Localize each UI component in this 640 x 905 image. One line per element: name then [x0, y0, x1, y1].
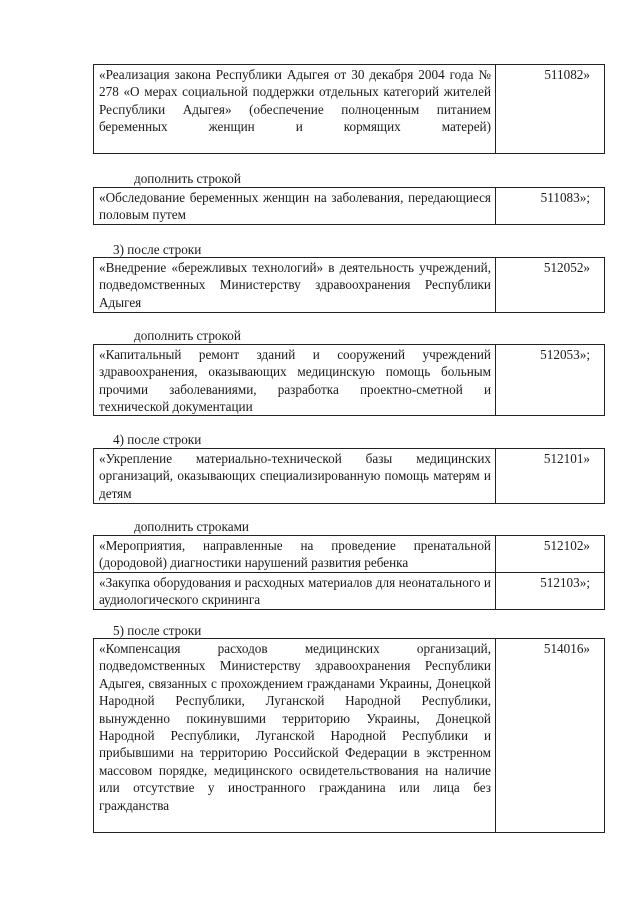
table-block-1 — [93, 64, 605, 154]
row-text: «Закупка оборудования и расходных материалов для неонатального и аудиологического скрининга — [94, 573, 496, 609]
row-code: 512103»; — [540, 575, 590, 590]
table-row — [93, 187, 605, 225]
row-code: 512053»; — [540, 347, 590, 362]
row-code: 511082» — [544, 67, 590, 82]
table-block-6 — [93, 535, 605, 610]
row-text: «Реализация закона Республики Адыгея от 30 декабря 2004 года № 278 «О мерах социальной поддержки отдельных категорий жителей Республики Адыгея» (обеспечение полноценным питанием беременных женщин и кормящих матерей) — [94, 65, 496, 153]
table-block-5 — [93, 448, 605, 504]
row-code: 514016» — [543, 641, 590, 656]
row-text: «Капитальный ремонт зданий и сооружений учреждений здравоохранения, оказывающих медицинскую помощь больным прочими заболеваниями, разработка проектно-сметной и технической документации — [94, 345, 496, 415]
instruction-label: дополнить строкой — [134, 171, 241, 186]
row-text: «Обследование беременных женщин на заболевания, передающиеся половым путем — [94, 188, 496, 224]
table-row — [93, 344, 605, 416]
instruction-label: 5) после строки — [113, 623, 202, 638]
row-code: 512052» — [543, 260, 590, 275]
table-block-4 — [93, 344, 605, 416]
row-text: «Компенсация расходов медицинских организаций, подведомственных Министерству здравоохранения Республики Адыгея, связанных с прохождением гражданами Украины, Донецкой Народной Республики, Луганской Народной Республики, вынужденно покинувшими территорию Украины, Донецкой Народной Республики, Луганской Народной Республики и прибывшими на территорию Российской Федерации в экстренном массовом порядке, медицинского освидетельствования на наличие или отсутствие у иностранного гражданина или лица без гражданства — [94, 639, 496, 832]
row-text: «Укрепление материально-технической базы медицинских организаций, оказывающих специализированную помощь матерям и детям — [94, 449, 496, 503]
instruction-label: 4) после строки — [113, 432, 202, 447]
row-code: 511083»; — [540, 190, 590, 205]
table-row — [93, 573, 605, 610]
table-block-7 — [93, 638, 605, 833]
table-row — [93, 638, 605, 833]
table-row — [93, 257, 605, 313]
instruction-label: дополнить строкой — [134, 328, 241, 343]
row-code: 512101» — [543, 451, 590, 466]
instruction-label: 3) после строки — [113, 242, 202, 257]
row-text: «Внедрение «бережливых технологий» в деятельность учреждений, подведомственных Министерству здравоохранения Республики Адыгея — [94, 258, 496, 312]
instruction-label: дополнить строками — [134, 519, 249, 534]
table-row — [93, 535, 605, 573]
table-block-3 — [93, 257, 605, 313]
table-row — [93, 448, 605, 504]
table-block-2 — [93, 187, 605, 225]
row-text: «Мероприятия, направленные на проведение пренатальной (дородовой) диагностики нарушений развития ребенка — [94, 536, 496, 572]
row-code: 512102» — [543, 538, 590, 553]
table-row — [93, 64, 605, 154]
